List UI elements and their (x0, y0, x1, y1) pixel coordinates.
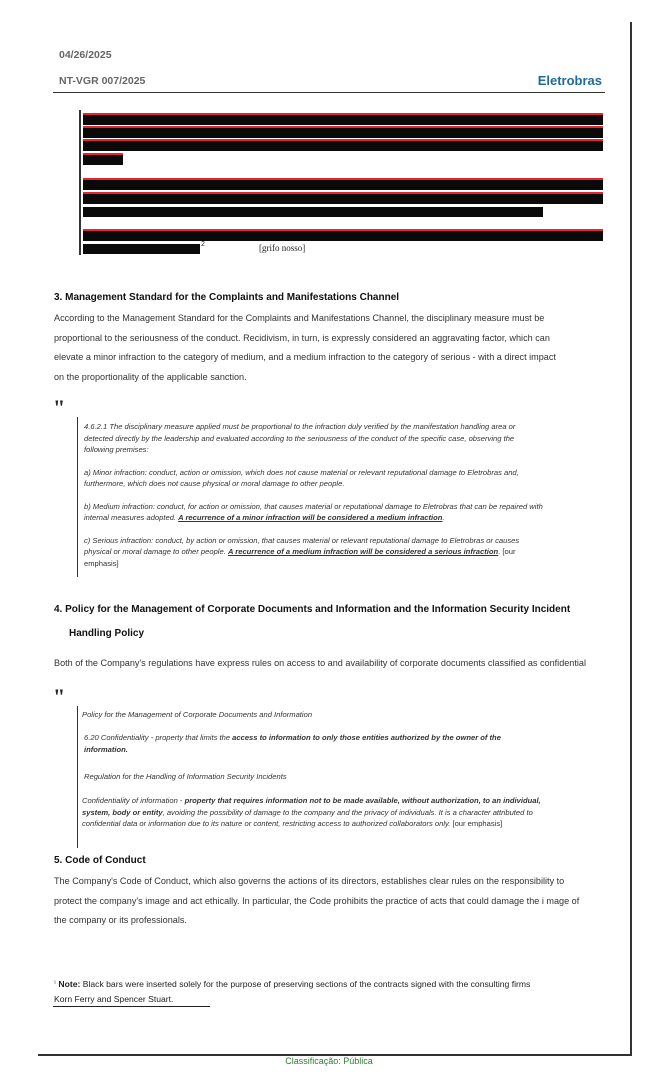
quote-line: physical or moral damage to other people. A recurrence of a medium infraction will be considered a serious infraction. [our (84, 547, 516, 556)
quote-line: following premises: (84, 445, 149, 454)
redaction-bar (83, 155, 123, 165)
redaction-bar (83, 207, 543, 217)
quote-line: emphasis] (84, 558, 119, 568)
footnote-label: Note: (58, 979, 81, 989)
header-divider (53, 92, 605, 93)
brand-logo-text: Eletrobras (537, 73, 602, 88)
paragraph-line: elevate a minor infraction to the category of medium, and a medium infraction to the category of serious - with a direct impact (54, 352, 556, 362)
section-4-quote-title-1: Policy for the Management of Corporate Documents and Information (82, 710, 313, 719)
quote-line: a) Minor infraction: conduct, action or omission, which does not cause material or relevant reputational damage to Eletrobras and, (84, 467, 519, 477)
grifo-label: [grifo nosso] (259, 243, 306, 253)
section-3-quote (84, 421, 604, 569)
quote-line: furthermore, which does not cause physical or moral damage to other people. (84, 479, 345, 488)
quote-line: detected directly by the leadership and evaluated according to the seriousness of the conduct of the specific case, observing the (84, 433, 515, 443)
classification-label: Classificação: Pública (285, 1056, 373, 1066)
footnote-underline (53, 1006, 210, 1007)
paragraph-line: According to the Management Standard for the Complaints and Manifestations Channel, the disciplinary measure must be (54, 313, 545, 323)
section-5-paragraph (54, 872, 604, 931)
section-4-quote-620: 6.20 Confidentiality - property that limits the access to information to only those entities authorized by the owner of the information. (84, 733, 501, 754)
quote-mark-icon: " (53, 684, 66, 709)
redaction-block-border (79, 110, 81, 255)
section-4-paragraph: Both of the Company's regulations have express rules on access to and availability of corporate documents classified as confidential (54, 658, 586, 668)
paragraph-line: the company or its professionals. (54, 915, 187, 925)
quote-line: b) Medium infraction: conduct, for action or omission, that causes material or reputational damage to Eletrobras that can be repaired with (84, 501, 543, 511)
redaction-bar (83, 244, 200, 254)
section-3-heading: 3. Management Standard for the Complaints and Manifestations Channel (54, 292, 400, 303)
paragraph-line: The Company's Code of Conduct, which also governs the actions of its directors, establishes clear rules on the responsibility to (54, 876, 565, 886)
section-3-paragraph (54, 309, 604, 387)
emphasis-text: A recurrence of a minor infraction will be considered a medium infraction (178, 513, 443, 522)
paragraph-line: proportional to the seriousness of the conduct. Recidivism, in turn, is expressly considered an aggravating factor, which can (54, 332, 550, 343)
redaction-bar (83, 180, 603, 190)
section-5-heading: 5. Code of Conduct (54, 855, 146, 866)
redaction-bar (83, 231, 603, 241)
redaction-bar (83, 141, 603, 151)
document-date: 04/26/2025 (59, 49, 112, 61)
footnote: $^{^1}$ Note: Black bars were inserted solely for the purpose of preserving sections of the contracts signed with the consulting firms Korn Ferry and Spencer Stuart. (54, 979, 531, 1004)
quote-border (77, 706, 78, 848)
redaction-bar (83, 128, 603, 138)
section-4-heading-cont: Handling Policy (69, 628, 145, 639)
document-reference: NT-VGR 007/2025 (59, 75, 146, 87)
quote-line: internal measures adopted. A recurrence of a minor infraction will be considered a medium infraction. (84, 513, 445, 522)
section-4-quote-confidentiality: Confidentiality of information - property that requires information not to be made available, without authorization, to an individual, system, body or entity, avoiding the possibility of damage to the company and the privacy of individuals. It is a character attributed to confidential data or information due to its nature or content, restricting access to authorized collaborators only. [our emphasis] (82, 796, 541, 828)
paragraph-line: protect the company's image and act ethically. In particular, the Code prohibits the practice of acts that could damage the i mage of (54, 895, 580, 906)
emphasis-text: A recurrence of a medium infraction will be considered a serious infraction (227, 547, 499, 556)
redaction-bar (83, 115, 603, 125)
section-4-heading: 4. Policy for the Management of Corporate Documents and Information and the Information Security Incident (54, 604, 571, 615)
paragraph-line: on the proportionality of the applicable sanction. (54, 371, 247, 382)
footnote-reference: 2 (201, 241, 205, 248)
section-4-quote-title-2: Regulation for the Handling of Information Security Incidents (84, 772, 287, 781)
quote-border (77, 417, 78, 577)
redaction-bar (83, 194, 603, 204)
footnote-mark: ¹ (54, 981, 56, 987)
quote-line: c) Serious infraction: conduct, by action or omission, that causes material or relevant reputational damage to Eletrobras or causes (84, 535, 520, 545)
quote-mark-icon: " (53, 395, 66, 420)
quote-line: 4.6.2.1 The disciplinary measure applied must be proportional to the infraction duly verified by the manifestation handling area or (84, 422, 516, 431)
